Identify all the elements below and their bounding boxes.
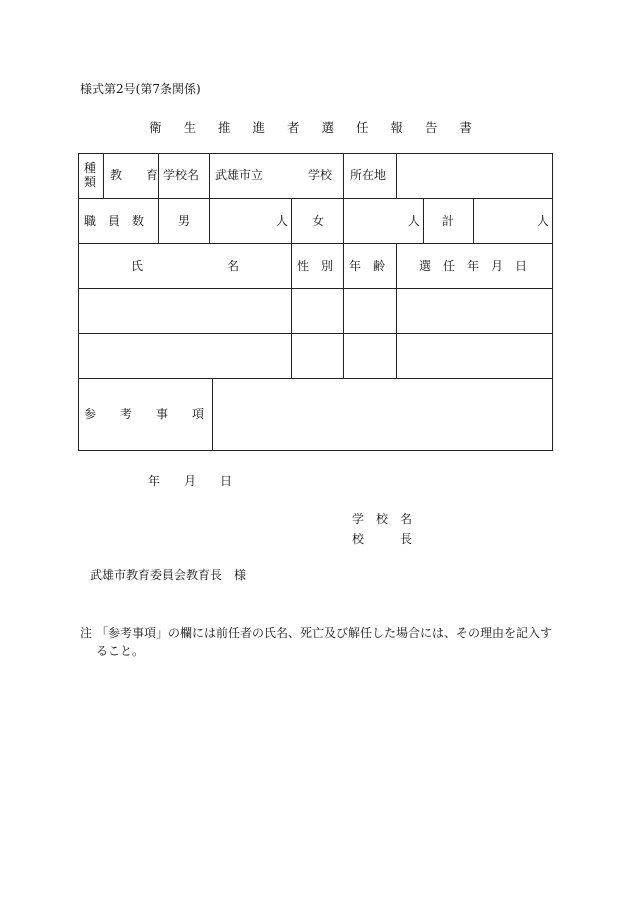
table-row-line	[78, 378, 553, 379]
table-col-line	[291, 198, 292, 243]
table-border-top	[78, 153, 553, 154]
appointment-date-label: 選 任 年 月 日	[419, 259, 528, 273]
table-row-line	[78, 198, 553, 199]
male-unit: 人	[276, 214, 289, 228]
school-name-label: 学校名	[163, 168, 200, 182]
table-col-line	[158, 198, 159, 243]
age-label: 年 齢	[349, 259, 386, 273]
table-col-line	[396, 153, 397, 198]
signature-principal-label: 校 長	[352, 532, 413, 546]
table-col-line	[396, 243, 397, 378]
kind-label-top: 種	[84, 161, 97, 175]
total-label: 計	[442, 214, 455, 228]
location-label: 所在地	[350, 168, 387, 182]
table-col-line	[158, 153, 159, 198]
table-col-line	[343, 243, 344, 378]
staff-count-label: 職 員 数	[84, 214, 145, 228]
table-col-line	[212, 378, 213, 450]
name-label-first: 氏	[131, 259, 144, 273]
remarks-label: 参 考 事 項	[84, 407, 205, 421]
kind-label-bottom: 類	[84, 175, 97, 189]
female-unit: 人	[408, 214, 421, 228]
table-border-bottom	[78, 450, 553, 451]
document-title: 衛 生 推 進 者 選 任 報 告 書	[149, 120, 481, 135]
table-col-line	[291, 243, 292, 378]
table-col-line	[209, 198, 210, 243]
table-col-line	[103, 153, 104, 198]
gender-label: 性 別	[297, 259, 334, 273]
male-label: 男	[178, 214, 191, 228]
female-label: 女	[312, 214, 325, 228]
signature-school-label: 学 校 名	[352, 512, 413, 526]
note-mark: 注	[80, 626, 93, 640]
date-line: 年 月 日	[148, 474, 233, 488]
table-row-line	[78, 288, 553, 289]
note-text: 「参考事項」の欄には前任者の氏名、死亡及び解任した場合には、その理由を記入すること。	[96, 626, 553, 658]
table-col-line	[473, 198, 474, 243]
table-col-line	[423, 198, 424, 243]
form-number: 様式第2号(第7条関係)	[80, 82, 201, 96]
table-col-line	[209, 153, 210, 198]
school-name-prefix: 武雄市立	[215, 168, 264, 182]
name-label-second: 名	[227, 259, 240, 273]
addressee: 武雄市教育委員会教育長 様	[90, 568, 247, 582]
kind-value: 教 育	[110, 168, 159, 182]
table-border-left	[78, 153, 79, 451]
table-row-line	[78, 243, 553, 244]
table-col-line	[343, 198, 344, 243]
table-col-line	[343, 153, 344, 198]
total-unit: 人	[537, 214, 550, 228]
table-row-line	[78, 333, 553, 334]
table-border-right	[552, 153, 553, 451]
school-name-suffix: 学校	[308, 168, 333, 182]
